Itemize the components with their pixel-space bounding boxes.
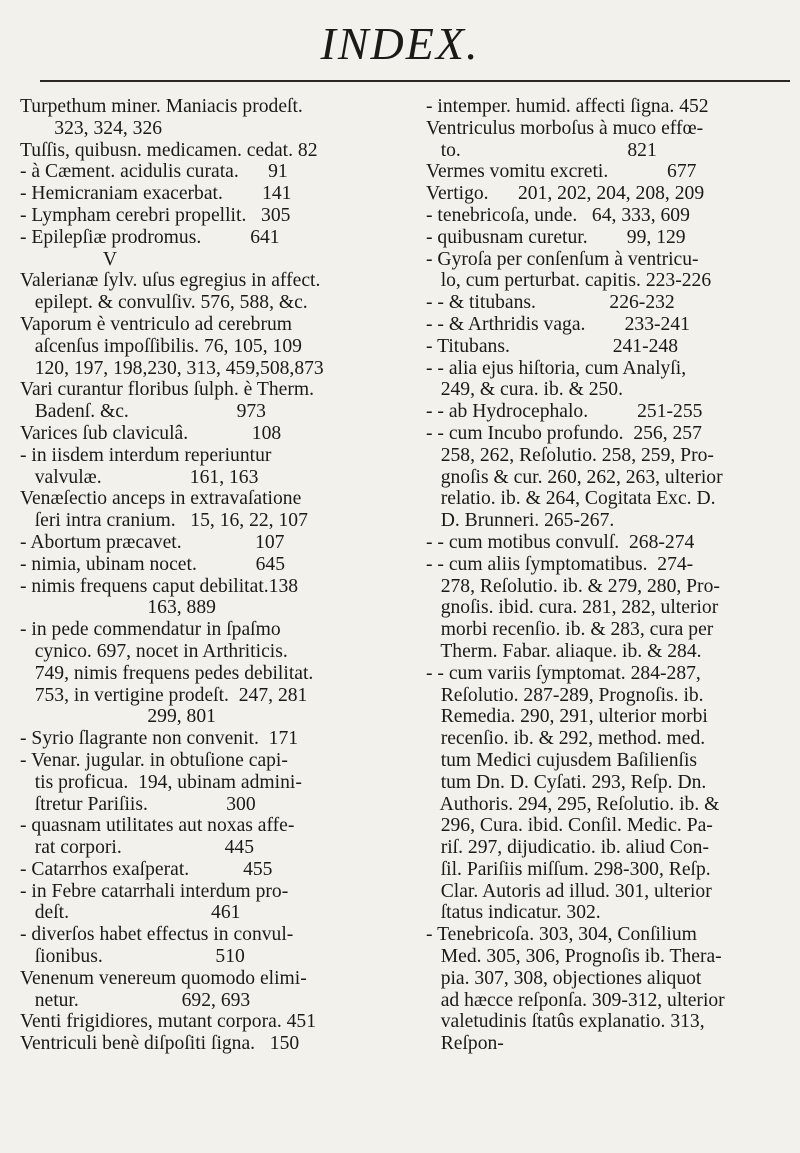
index-entry-line: - in pede commendatur in ſpaſmo [20, 619, 281, 641]
index-entry-line: cynico. 697, nocet in Arthriticis. [20, 640, 288, 662]
index-entry-line: Ventriculus morboſus à muco effœ- [426, 117, 704, 139]
index-entry-line: 258, 262, Reſolutio. 258, 259, Pro- [426, 444, 714, 466]
index-entry-line: 323, 324, 326 [20, 117, 163, 139]
index-entry-line: Ventriculi benè diſpoſiti ſigna. 150 [20, 1033, 300, 1055]
index-entry-line: Med. 305, 306, Prognoſis ib. Thera- [426, 946, 722, 968]
index-entry-line: tum Dn. D. Cyſati. 293, Reſp. Dn. [426, 771, 707, 793]
index-entry-line: Vertigo. 201, 202, 204, 208, 209 [426, 183, 705, 205]
index-entry-line: netur. 692, 693 [20, 989, 251, 1011]
index-entry-line: D. Brunneri. 265-267. [426, 510, 615, 532]
index-entry-line: - Hemicraniam exacerbat. 141 [20, 183, 292, 205]
index-entry-line: ſionibus. 510 [20, 946, 245, 968]
index-entry-line: pia. 307, 308, objectiones aliquot [426, 967, 702, 989]
index-entry-line: valetudinis ſtatûs explanatio. 313, [426, 1011, 705, 1033]
index-entry-line: Venæſectio anceps in extravaſatione [20, 488, 302, 510]
index-entry-line: - Tenebricoſa. 303, 304, Conſilium [426, 924, 697, 946]
index-entry-line: Authoris. 294, 295, Reſolutio. ib. & [426, 793, 720, 815]
index-entry-line: V [20, 248, 118, 270]
index-entry-line: - in Febre catarrhali interdum pro- [20, 880, 289, 902]
index-entry-line: - Catarrhos exaſperat. 455 [20, 858, 273, 880]
index-entry-line: - Lympham cerebri propellit. 305 [20, 204, 291, 226]
index-entry-line: ad hæcce reſponſa. 309-312, ulterior [426, 989, 725, 1011]
index-entry-line: - Titubans. 241-248 [426, 335, 679, 357]
index-entry-line: riſ. 297, dijudicatio. ib. aliud Con- [426, 837, 709, 859]
index-entry-line: ſtatus indicatur. 302. [426, 902, 601, 924]
index-entry-line: - - & titubans. 226-232 [426, 292, 675, 314]
index-entry-line: 163, 889 [20, 597, 216, 619]
index-entry-line: valvulæ. 161, 163 [20, 466, 259, 488]
index-entry-line: Therm. Fabar. aliaque. ib. & 284. [426, 640, 702, 662]
left-column [20, 96, 358, 1055]
index-entry-line: ſtretur Pariſiis. 300 [20, 793, 256, 815]
index-entry-line: 278, Reſolutio. ib. & 279, 280, Pro- [426, 575, 720, 597]
index-entry-line: - quasnam utilitates aut noxas affe- [20, 815, 295, 837]
index-entry-line: Clar. Autoris ad illud. 301, ulterior [426, 880, 712, 902]
index-entry-line: - - cum variis ſymptomat. 284-287, [426, 662, 701, 684]
index-entry-line: - tenebricoſa, unde. 64, 333, 609 [426, 204, 690, 226]
index-entry-line: Badenſ. &c. 973 [20, 401, 266, 423]
index-entry-line: lo, cum perturbat. capitis. 223-226 [426, 270, 712, 292]
index-entry-line: - in iisdem interdum reperiuntur [20, 444, 272, 466]
index-entry-line: Venti frigidiores, mutant corpora. 451 [20, 1011, 317, 1033]
index-entry-line: - - & Arthridis vaga. 233-241 [426, 313, 690, 335]
index-entry-line: gnoſis & cur. 260, 262, 263, ulterior [426, 466, 723, 488]
index-entry-line: - nimia, ubinam nocet. 645 [20, 553, 286, 575]
page-title: INDEX. [320, 18, 480, 69]
index-entry-line: - Syrio ſlagrante non convenit. 171 [20, 728, 299, 750]
index-entry-line: - Abortum præcavet. 107 [20, 531, 285, 553]
index-entry-line: Vaporum è ventriculo ad cerebrum [20, 313, 293, 335]
index-entry-line: Venenum venereum quomodo elimi- [20, 967, 307, 989]
header-rule [40, 80, 790, 82]
index-entry-line: - Epilepſiæ prodromus. 641 [20, 226, 280, 248]
index-entry-line: - intemper. humid. affecti ſigna. 452 [426, 96, 709, 117]
index-entry-line: to. 821 [426, 139, 657, 161]
index-entry-line: - Venar. jugular. in obtuſione capi- [20, 749, 288, 771]
index-entry-line: 296, Cura. ibid. Conſil. Medic. Pa- [426, 815, 713, 837]
index-entry-line: Tuſſis, quibusn. medicamen. cedat. 82 [20, 139, 318, 161]
index-entry-line: 120, 197, 198,230, 313, 459,508,873 [20, 357, 324, 379]
index-entry-line: Turpethum miner. Maniacis prodeſt. [20, 96, 303, 117]
index-entry-line: 749, nimis frequens pedes debilitat. [20, 662, 314, 684]
index-entry-line: relatio. ib. & 264, Cogitata Exc. D. [426, 488, 716, 510]
index-entry-line: Reſolutio. 287-289, Prognoſis. ib. [426, 684, 704, 706]
index-entry-line: Varices ſub claviculâ. 108 [20, 422, 282, 444]
index-entry-line: - - cum aliis ſymptomatibus. 274- [426, 553, 694, 575]
index-entry-line: morbi recenſio. ib. & 283, cura per [426, 619, 714, 641]
index-entry-line: - - alia ejus hiſtoria, cum Analyſi, [426, 357, 687, 379]
index-entry-line: epilept. & convulſiv. 576, 588, &c. [20, 292, 308, 314]
index-entry-line: gnoſis. ibid. cura. 281, 282, ulterior [426, 597, 719, 619]
index-entry-line: aſcenſus impoſſibilis. 76, 105, 109 [20, 335, 302, 357]
index-entry-line: - - cum motibus convulſ. 268-274 [426, 531, 695, 553]
index-entry-line: Remedia. 290, 291, ulterior morbi [426, 706, 708, 728]
index-entry-line: tum Medici cujusdem Baſilienſis [426, 749, 698, 771]
index-entry-line: Valerianæ ſylv. uſus egregius in affect. [20, 270, 321, 292]
index-entry-line: - quibusnam curetur. 99, 129 [426, 226, 686, 248]
index-entry-line: Reſpon- [426, 1033, 504, 1055]
index-entry-line: recenſio. ib. & 292, method. med. [426, 728, 706, 750]
index-entry-line: Vermes vomitu excreti. 677 [426, 161, 697, 183]
index-entry-line: rat corpori. 445 [20, 837, 254, 859]
index-entry-line: 249, & cura. ib. & 250. [426, 379, 623, 401]
index-entry-line: ſil. Pariſiis miſſum. 298-300, Reſp. [426, 858, 711, 880]
index-entry-line: - diverſos habet effectus in convul- [20, 924, 294, 946]
index-entry-line: - Gyroſa per conſenſum à ventricu- [426, 248, 699, 270]
index-entry-line: tis proficua. 194, ubinam admini- [20, 771, 302, 793]
index-entry-line: 753, in vertigine prodeſt. 247, 281 [20, 684, 308, 706]
index-entry-line: - - cum Incubo profundo. 256, 257 [426, 422, 702, 444]
index-entry-line: - nimis frequens caput debilitat.138 [20, 575, 299, 597]
index-entry-line: - - ab Hydrocephalo. 251-255 [426, 401, 703, 423]
index-entry-line: 299, 801 [20, 706, 216, 728]
index-entry-line: Vari curantur floribus ſulph. è Therm. [20, 379, 315, 401]
index-entry-line: ſeri intra cranium. 15, 16, 22, 107 [20, 510, 308, 532]
index-entry-line: - à Cæment. acidulis curata. 91 [20, 161, 288, 183]
index-entry-line: deſt. 461 [20, 902, 241, 924]
right-column [426, 96, 776, 1055]
